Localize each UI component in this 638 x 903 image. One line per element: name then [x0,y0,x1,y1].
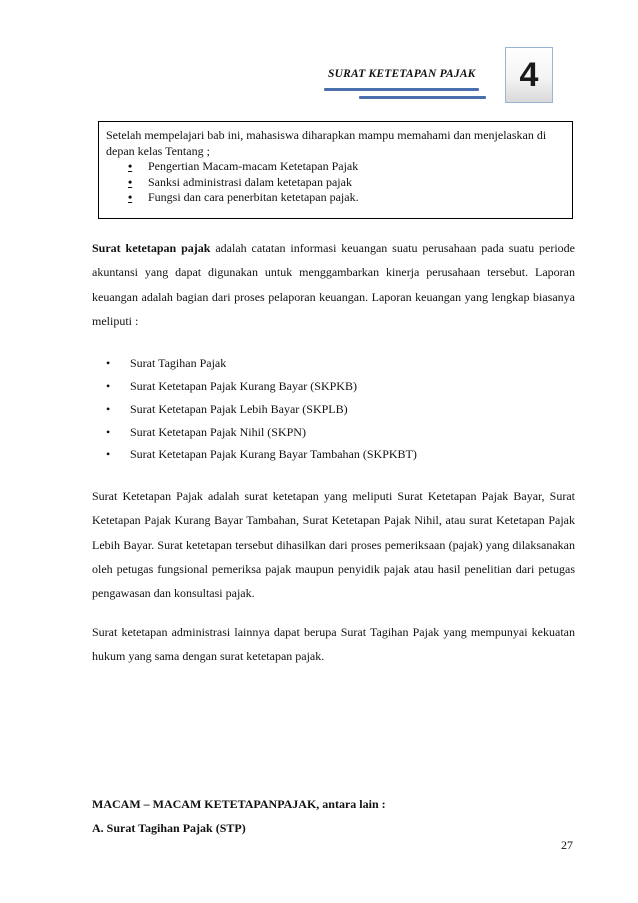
title-underline-bottom [359,96,486,99]
bullet-icon: • [106,424,111,439]
body-content [92,236,575,668]
objective-item: • Fungsi dan cara penerbitan ketetapan pajak. [128,190,359,204]
objective-item: • Pengertian Macam-macam Ketetapan Pajak [128,159,359,173]
list-item: • Surat Ketetapan Pajak Lebih Bayar (SKPLB) [92,398,575,421]
paragraph-explanation: Surat Ketetapan Pajak adalah surat ketetapan yang meliputi Surat Ketetapan Pajak Bayar, Surat Ketetapan Pajak Kurang Bayar Tambahan, Surat Ketetapan Pajak Nihil, atau surat Ketetapan Pajak Lebih Bayar. Surat ketetapan tersebut dihasilkan dari proses pemeriksaan (pajak) yang dilaksanakan oleh petugas fungsional pemeriksa pajak maupun penyidik pajak atau hasil penelitian dari petugas pengawasan dan konsultasi pajak. [92,489,575,601]
section-heading: MACAM – MACAM KETETAPANPAJAK, antara lain : [92,797,386,811]
list-item: • Surat Tagihan Pajak [92,352,575,375]
bullet-icon: • [106,401,111,416]
title-underline-top [324,88,479,91]
list-item: • Surat Ketetapan Pajak Nihil (SKPN) [92,421,575,444]
term-bold: Surat ketetapan pajak [92,241,211,255]
bullet-icon: • [128,174,133,189]
learning-objectives-box [98,121,573,219]
objective-item: • Sanksi administrasi dalam ketetapan pajak [128,174,352,189]
chapter-number: 4 [519,55,539,94]
chapter-number-badge [505,47,553,103]
list-item: • Surat Ketetapan Pajak Kurang Bayar (SKPKB) [92,375,575,398]
bullet-icon: • [128,190,133,204]
section-subheading: A. Surat Tagihan Pajak (STP) [92,821,246,835]
chapter-title: SURAT KETETAPAN PAJAK [328,68,476,80]
report-types-list [92,352,575,466]
bullet-icon: • [106,356,111,371]
list-item: • Surat Ketetapan Pajak Kurang Bayar Tambahan (SKPKBT) [92,443,575,466]
objectives-intro: Setelah mempelajari bab ini, mahasiswa diharapkan mampu memahami dan menjelaskan di depan kelas Tentang ; [106,128,547,158]
bullet-icon: • [106,447,111,462]
objectives-list [106,159,564,206]
page-number: 27 [561,838,573,852]
paragraph-administrative: Surat ketetapan administrasi lainnya dapat berupa Surat Tagihan Pajak yang mempunyai kekuatan hukum yang sama dengan surat ketetapan pajak. [92,624,575,663]
bullet-icon: • [128,159,133,173]
bullet-icon: • [106,378,111,393]
paragraph-definition: Surat ketetapan pajak adalah catatan informasi keuangan suatu perusahaan pada suatu periode akuntansi yang dapat digunakan untuk menggambarkan kinerja perusahaan tersebut. Laporan keuangan adalah bagian dari proses pelaporan keuangan. Laporan keuangan yang lengkap biasanya meliputi : [92,241,575,328]
